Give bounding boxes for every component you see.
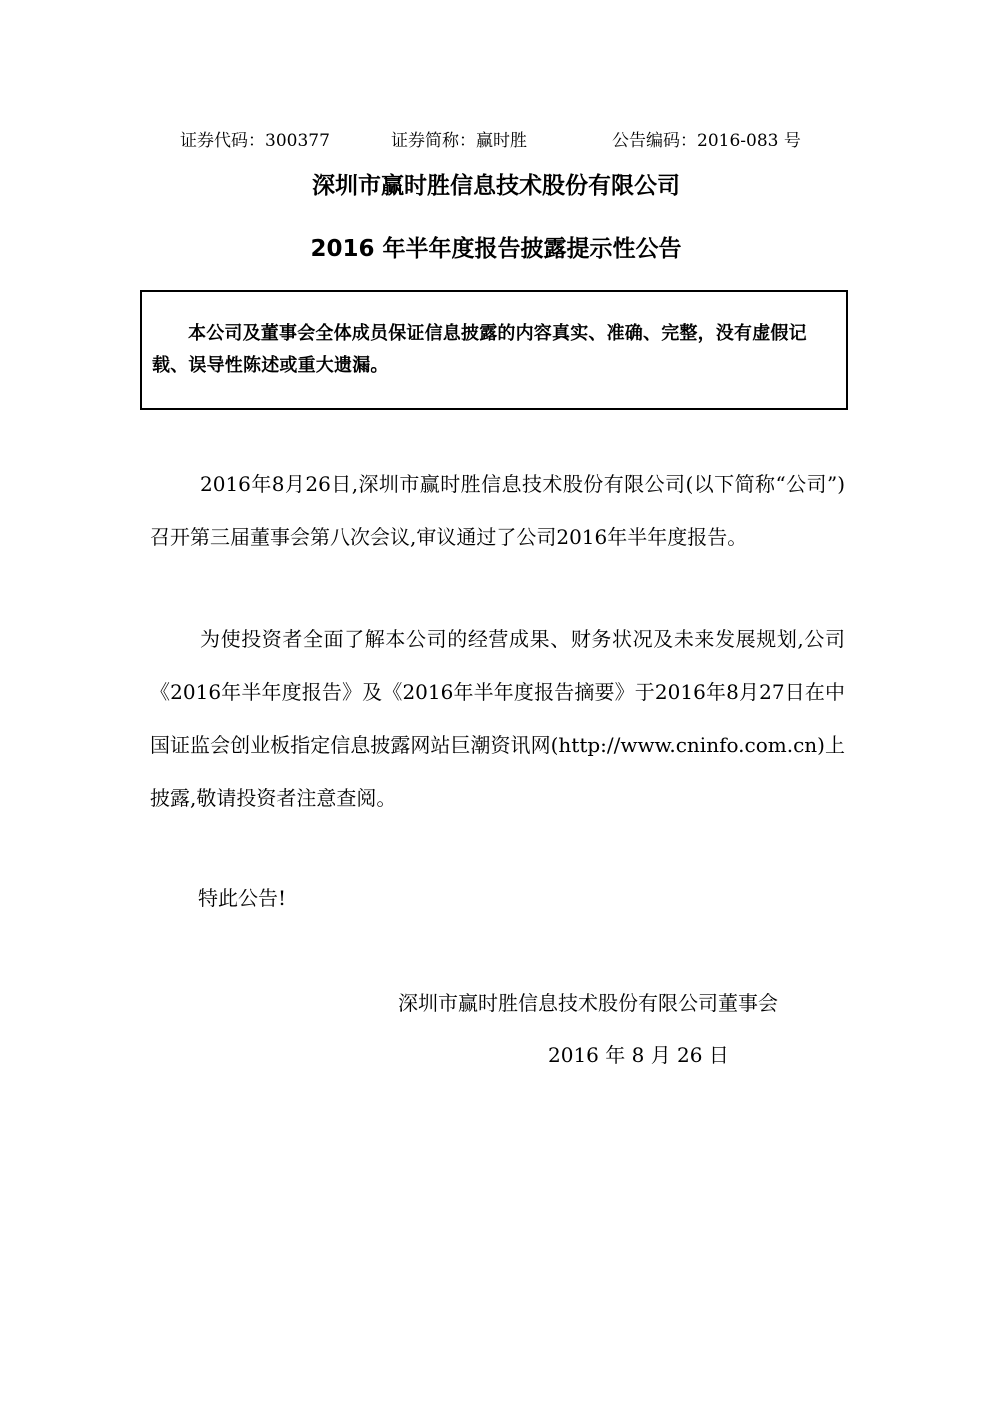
stock-name: 证券简称：赢时胜 bbox=[391, 131, 527, 151]
signature-organization: 深圳市赢时胜信息技术股份有限公司董事会 bbox=[398, 991, 778, 1015]
body-paragraph-2: 为使投资者全面了解本公司的经营成果、财务状况及未来发展规划,公司《2016年半年度报告》及《2016年半年度报告摘要》于2016年8月27日在中国证监会创业板指定信息披露网站巨潮资讯网(http://www.cninfo.com.cn)上披露,敬请投资者注意查阅。 bbox=[150, 627, 845, 810]
disclaimer-text: 本公司及董事会全体成员保证信息披露的内容真实、准确、完整，没有虚假记载、误导性陈述或重大遗漏。 bbox=[152, 323, 807, 376]
stock-code: 证券代码：300377 bbox=[180, 131, 330, 151]
report-title: 2016 年半年度报告披露提示性公告 bbox=[310, 236, 682, 262]
announcement-number: 公告编码：2016-083 号 bbox=[612, 131, 801, 151]
company-title: 深圳市赢时胜信息技术股份有限公司 bbox=[312, 173, 680, 199]
disclaimer-box bbox=[140, 290, 848, 410]
closing-line: 特此公告! bbox=[198, 886, 287, 910]
signature-date: 2016 年 8 月 26 日 bbox=[548, 1043, 729, 1067]
body-paragraph-1: 2016年8月26日,深圳市赢时胜信息技术股份有限公司(以下简称“公司”)召开第三届董事会第八次会议,审议通过了公司2016年半年度报告。 bbox=[150, 472, 845, 549]
